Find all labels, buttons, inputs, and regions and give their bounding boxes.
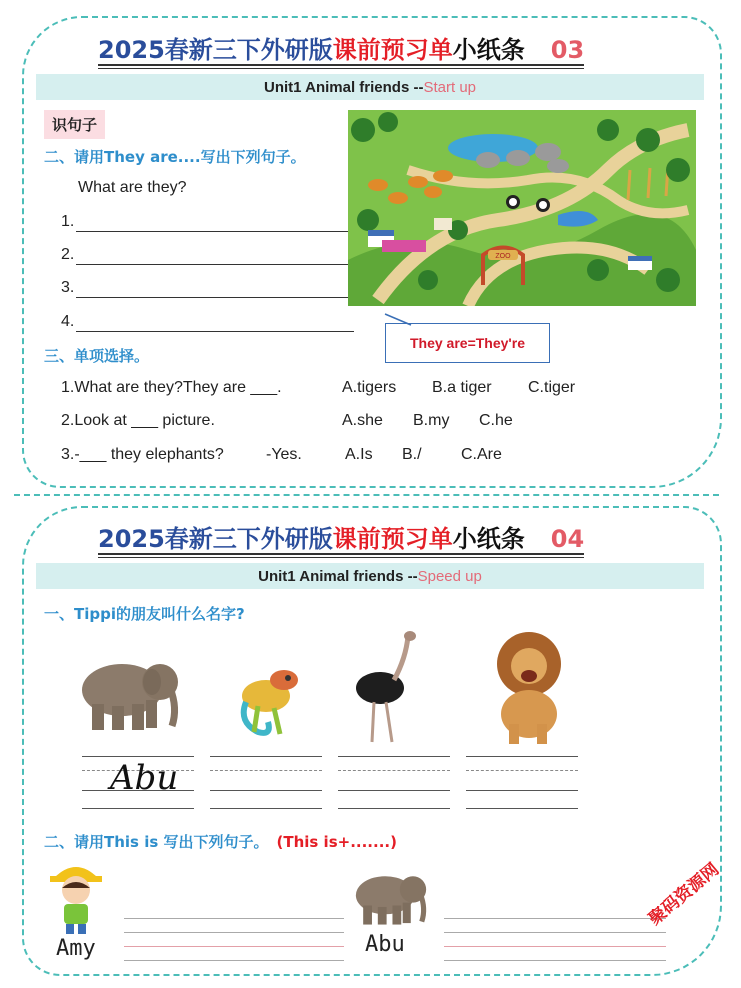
title-underline: [98, 553, 584, 555]
divider: [14, 494, 719, 496]
amy-character-image: [46, 858, 106, 936]
zoo-map-illustration: [348, 110, 696, 306]
page-title: [98, 519, 584, 554]
ostrich-image: [350, 628, 426, 746]
q1-option-b[interactable]: B.a tiger: [432, 379, 492, 396]
unit-label: Unit1 Animal friends --: [258, 567, 418, 585]
title-part-c: 小纸条: [452, 36, 525, 64]
q2-option-c[interactable]: C.he: [479, 412, 513, 429]
unit-suffix: Speed up: [417, 567, 482, 585]
line-number: 3.: [61, 279, 75, 296]
q3-option-a[interactable]: A.Is: [345, 446, 373, 463]
writing-line[interactable]: [76, 264, 350, 265]
q2-option-a[interactable]: A.she: [342, 412, 383, 429]
unit-label: Unit1 Animal friends --: [264, 78, 424, 96]
section-2-hint: (This is+.......): [276, 833, 397, 851]
title-part-c: 小纸条: [452, 525, 525, 553]
writing-line[interactable]: [76, 297, 350, 298]
q1-option-a[interactable]: A.tigers: [342, 379, 397, 396]
title-part-a: 2025春新三下外研版: [98, 525, 333, 553]
abu-label: Abu: [365, 932, 405, 957]
lion-image: [487, 628, 575, 746]
amy-label: Amy: [56, 936, 96, 961]
four-line-grid[interactable]: [210, 756, 322, 812]
zoo-sign: ZOO: [495, 253, 511, 260]
sentence-tag: 识句子: [44, 110, 105, 139]
unit-suffix: Start up: [423, 78, 476, 96]
section-2-heading: 二、请用They are....写出下列句子。: [44, 148, 306, 166]
handwritten-name: Abu: [110, 758, 179, 798]
section-2-heading: [44, 831, 397, 852]
sheet-number: 04: [550, 525, 585, 553]
section-1-heading: 一、Tippi的朋友叫什么名字?: [44, 605, 245, 623]
title-part-b: 课前预习单: [332, 36, 453, 64]
q3-option-b[interactable]: B./: [402, 446, 422, 463]
line-number: 4.: [61, 313, 75, 330]
title-part-b: 课前预习单: [332, 525, 453, 553]
chameleon-image: [228, 662, 304, 742]
writing-line[interactable]: [76, 231, 350, 232]
four-line-grid[interactable]: [82, 756, 194, 812]
question-3: 3.-___ they elephants?: [61, 446, 224, 463]
grammar-note-text: They are=They're: [409, 335, 525, 351]
section-3-heading: 三、单项选择。: [44, 347, 150, 365]
four-line-grid[interactable]: [338, 756, 450, 812]
prompt-question: What are they?: [78, 179, 187, 196]
q3-option-c[interactable]: C.Are: [461, 446, 502, 463]
sentence-writing-area[interactable]: [124, 918, 344, 968]
q1-option-c[interactable]: C.tiger: [528, 379, 576, 396]
section-2-text: 二、请用This is 写出下列句子。: [44, 833, 269, 851]
line-number: 2.: [61, 246, 75, 263]
title-underline: [98, 64, 584, 66]
page-title: [98, 30, 584, 65]
question-1: 1.What are they?They are ___.: [61, 379, 282, 396]
title-underline: [98, 68, 584, 69]
four-line-grid[interactable]: [466, 756, 578, 812]
line-number: 1.: [61, 213, 75, 230]
title-part-a: 2025春新三下外研版: [98, 36, 333, 64]
grammar-note-bubble: [385, 323, 550, 363]
bubble-tail: [383, 312, 413, 328]
sheet-number: 03: [550, 36, 585, 64]
sentence-writing-area[interactable]: [444, 918, 666, 968]
elephant-small-image: [350, 864, 432, 928]
title-underline: [98, 557, 584, 558]
writing-line[interactable]: [76, 331, 354, 332]
watermark: 聚码资源网: [645, 859, 724, 930]
q2-option-b[interactable]: B.my: [413, 412, 450, 429]
elephant-image: [74, 648, 186, 734]
unit-band: [36, 563, 704, 589]
unit-band: [36, 74, 704, 100]
question-3-reply: -Yes.: [266, 446, 302, 463]
question-2: 2.Look at ___ picture.: [61, 412, 215, 429]
